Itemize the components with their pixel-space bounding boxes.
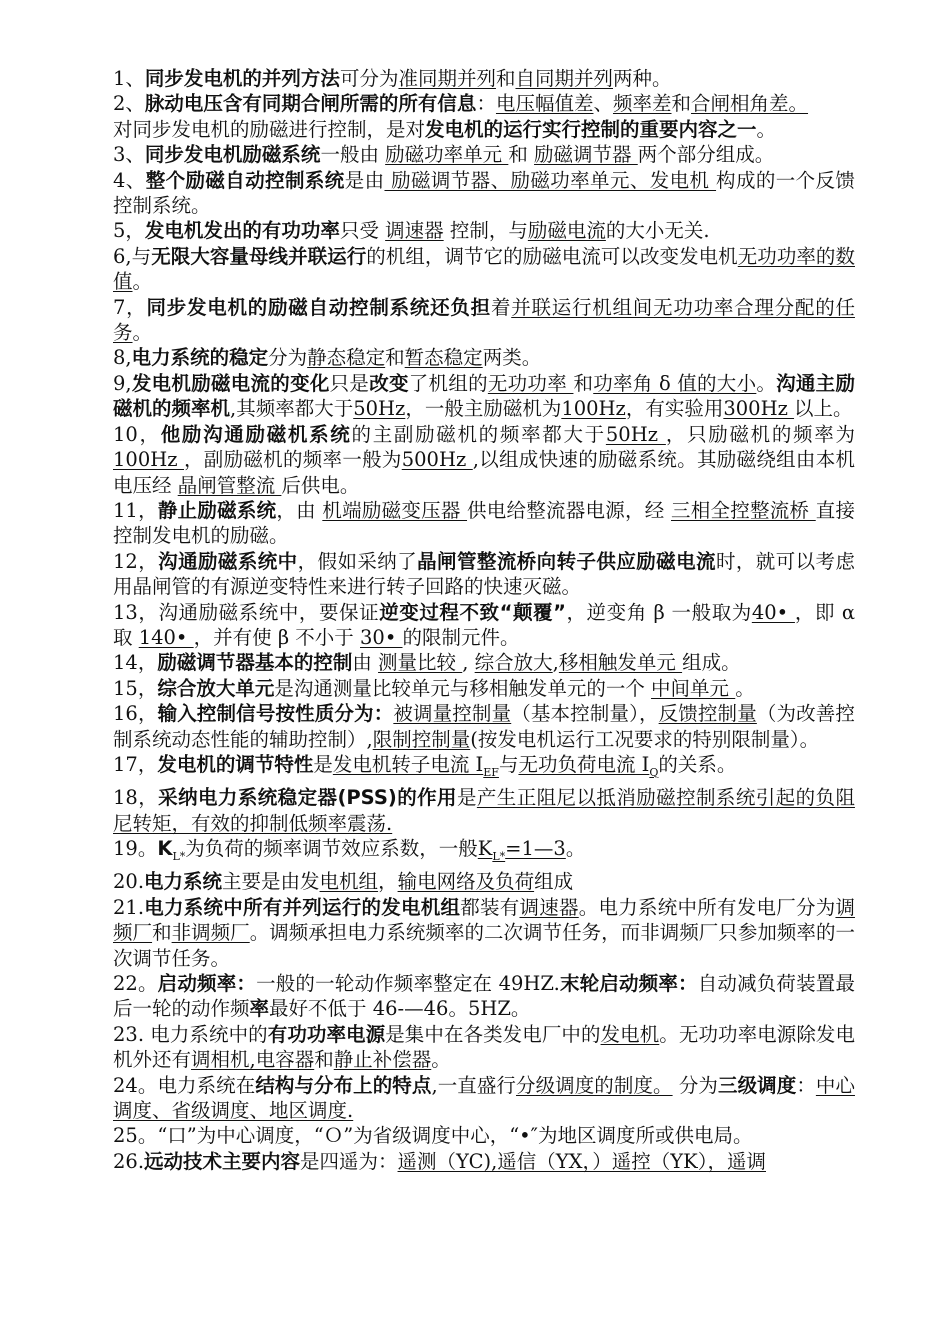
bold-term: 脉动电压含有同期合闸所需的所有信息 [144, 92, 477, 116]
bold-term: 综合放大单元 [157, 676, 275, 700]
underlined-answer: 功率角 δ 值的大小 [593, 371, 757, 395]
text-run: 25。“口”为中心调度，“Ｏ”为省级调度中心，“•″为地区调度所或供电局。 [113, 1124, 753, 1148]
text-run: 16， [113, 702, 158, 726]
underlined-answer: 100Hz [561, 397, 626, 421]
underlined-answer: 50Hz [353, 397, 406, 421]
underlined-answer: 被调量控制量 [393, 702, 512, 726]
text-run: 和 [508, 143, 535, 167]
bold-term: 远动技术主要内容 [144, 1149, 301, 1173]
text-run: 两类。 [482, 346, 542, 370]
text-run: 19。 [113, 837, 158, 861]
text-run: 时，就可以考虑用晶闸管的有源逆变特性来进行转子回路的快速灭磁。 [113, 549, 855, 599]
text-run: 和 [573, 371, 594, 395]
text-run: 10， [113, 422, 161, 446]
underlined-subscript: EF [483, 765, 499, 779]
text-run: , [462, 651, 475, 675]
bold-term: 逆变过程不致“颠覆” [379, 600, 566, 624]
bold-term: 率 [249, 997, 270, 1021]
paragraph-6 [113, 218, 855, 243]
paragraph-4 [113, 142, 855, 167]
underlined-answer: 励磁调节器、励磁功率单元、发电机 [384, 168, 717, 192]
underlined-answer: 并联运行机组间无功功率合理分配的任务 [113, 295, 855, 345]
text-run: 直接控制发电机的励磁。 [113, 498, 855, 548]
text-run: 了机组的 [408, 371, 488, 395]
paragraph-17 [113, 701, 855, 752]
underlined-answer: 调速器 [385, 219, 444, 243]
text-run: ， [378, 870, 398, 894]
paragraph-2 [113, 91, 855, 116]
text-run: ,以组成快速的励磁系统。其励磁绕组由本机电压经 [113, 448, 855, 497]
underlined-answer: 励磁电流 [527, 219, 606, 243]
underlined-answer: 发电机 [600, 1022, 660, 1046]
underlined-answer: 非调频厂 [171, 921, 250, 945]
bold-term: 输入控制信号按性质分为： [157, 702, 394, 726]
paragraph-20 [113, 836, 855, 869]
text-run: 9, [113, 371, 132, 395]
underlined-answer: 100Hz [113, 448, 184, 472]
text-run: 是 [313, 752, 333, 776]
bold-term: K [157, 837, 173, 861]
bold-term: 改变 [369, 371, 409, 395]
bold-term: 电力系统的稳定 [131, 346, 269, 370]
underlined-answer: 晶闸管整流 [177, 473, 282, 497]
text-run: 2、 [113, 92, 145, 116]
bold-term: 有功功率电源 [267, 1022, 386, 1046]
text-run: 和 [671, 92, 692, 116]
text-run: 。 [756, 371, 777, 395]
text-run: 两种。 [613, 67, 672, 90]
paragraph-3 [113, 117, 855, 142]
underlined-answer: 移相触发单元 [558, 651, 683, 675]
underlined-answer: 综合放大 [474, 651, 553, 675]
text-run: 、 [593, 92, 613, 116]
underlined-answer: 合闸相角差。 [691, 92, 809, 116]
text-run: ，逆变角 β 一般取为 [565, 600, 752, 624]
paragraph-16 [113, 676, 855, 701]
text-run: 是沟通测量比较单元与移相触发单元的一个 [274, 676, 652, 700]
text-run: 。电力系统中所有发电厂分为 [578, 895, 836, 919]
text-run: 由 [352, 651, 379, 675]
paragraph-19 [113, 785, 855, 836]
text-run: 一般的一轮动作频率整定在 49HZ. [256, 972, 560, 995]
bold-term: 启动频率： [157, 972, 257, 995]
underlined-answer: 调速器 [519, 895, 579, 919]
text-run: 7， [113, 295, 147, 319]
text-run: 一般由 [320, 143, 386, 167]
underlined-answer: 准同期并列 [398, 67, 496, 90]
text-run: 23. 电力系统中的 [113, 1022, 268, 1046]
text-run: 自动减负荷装置最后一轮的动作频 [113, 972, 855, 1021]
text-run: ,其频率都大于 [230, 397, 354, 421]
underlined-answer: 分级调度的制度。 [516, 1073, 673, 1097]
text-run: 和 [314, 1048, 334, 1072]
text-run: ，只励磁机的频率为 [665, 422, 855, 446]
paragraph-22 [113, 895, 855, 971]
text-run: ： [796, 1073, 816, 1097]
text-run: 分为 [268, 346, 308, 370]
text-run: 和 [152, 921, 172, 945]
bold-term: 静止励磁系统 [157, 498, 277, 522]
text-run: 供电给整流器电源，经 [467, 498, 672, 522]
text-run: 26. [113, 1149, 145, 1173]
underlined-answer: 无功功率的数值 [113, 244, 855, 294]
text-run: 的限制元件。 [402, 625, 520, 649]
text-run: 11， [113, 498, 158, 522]
text-run: 主要是由发 [222, 870, 320, 894]
underlined-answer: 50Hz [605, 422, 666, 446]
paragraph-9 [113, 345, 855, 370]
bold-term: 沟通主励磁机的频率机 [113, 371, 855, 421]
text-run: （基本控制量）， [511, 702, 659, 726]
underlined-answer: 自同期并列 [515, 67, 613, 90]
underlined-answer: 反馈控制量 [658, 702, 757, 726]
underlined-answer: 500Hz [401, 448, 473, 472]
underlined-subscript: Q [649, 765, 659, 779]
underlined-answer: 电压幅值差 [495, 92, 594, 116]
underlined-answer: 30• [360, 625, 403, 649]
text-run: 22。 [113, 972, 158, 995]
underlined-answer: 调频厂 [113, 895, 855, 945]
text-run: 13，沟通励磁系统中，要保证 [113, 600, 380, 624]
text-run: 。 [756, 117, 777, 141]
bold-term: 整个励磁自动控制系统 [145, 168, 345, 192]
text-run: 。 [735, 676, 755, 700]
text-run: ，一般主励磁机为 [405, 397, 562, 421]
bold-term: 同步发电机的励磁自动控制系统还负担 [146, 295, 491, 319]
paragraph-27 [113, 1149, 855, 1174]
subscript: L* [172, 849, 186, 863]
paragraph-13 [113, 549, 855, 600]
text-run: 控制，与 [443, 219, 528, 243]
text-run: (按发电机运行工况要求的特别限制量）。 [470, 727, 820, 751]
underlined-answer: 遥测（YC),遥信（YX，）遥控（YK），遥调 [397, 1149, 766, 1173]
text-run: 18， [113, 786, 159, 810]
text-run: 可分为 [339, 67, 399, 90]
text-run: 14， [113, 651, 158, 675]
underlined-answer: =1—3 [505, 837, 566, 861]
underlined-answer: 中心调度、省级调度、地区调度. [113, 1073, 855, 1123]
text-run: ，即 α 取 [113, 600, 855, 649]
text-run: 是 [456, 786, 477, 810]
text-run: ，由 [276, 498, 323, 522]
text-run: 15， [113, 676, 158, 700]
text-run: 两个部分组成。 [637, 143, 775, 167]
bold-term: 电力系统中所有并列运行的发电机组 [144, 895, 461, 919]
underlined-answer: 励磁调节器 [534, 143, 638, 167]
bold-term: 三级调度 [718, 1073, 797, 1097]
text-run: 的关系。 [658, 752, 737, 776]
text-run: 只是 [329, 371, 370, 395]
paragraph-5 [113, 168, 855, 219]
text-run: 和 [495, 67, 516, 90]
text-run: 对同步发电机的励磁进行控制，是对 [113, 117, 426, 141]
bold-term: 晶闸管整流桥向转子供应励磁电流 [417, 549, 716, 573]
underlined-answer: 三相全控整流桥 [671, 498, 816, 522]
bold-term: 同步发电机的并列方法 [144, 67, 340, 90]
underlined-answer: K [477, 837, 493, 861]
underlined-answer: 暂态稳定 [404, 346, 483, 370]
text-run: 。 [431, 1048, 451, 1072]
bold-term: 沟通励磁系统中 [158, 549, 298, 573]
text-run: 6,与 [113, 244, 152, 268]
underlined-answer: 电机组 [319, 870, 379, 894]
paragraph-14 [113, 600, 855, 651]
text-run: 最好不低于 46-—46。5HZ。 [269, 997, 531, 1021]
text-run: 是由 [344, 168, 385, 192]
text-run: 。 [132, 321, 153, 345]
underlined-answer: 调相机,电容器 [191, 1048, 315, 1072]
bold-term: 末轮启动频率： [559, 972, 698, 995]
text-run: 构成的一个反馈控制系统。 [113, 168, 855, 218]
text-run: 4、 [113, 168, 146, 192]
underlined-answer: 300Hz [723, 397, 795, 421]
text-run: 12， [113, 549, 159, 573]
bold-term: 结构与分布上的特点 [255, 1073, 432, 1097]
text-run: 。 [565, 837, 586, 861]
text-run: 1、 [113, 67, 145, 90]
bold-term: 无限大容量母线并联运行 [151, 244, 367, 268]
bold-term: 发电机发出的有功功率 [144, 219, 340, 243]
text-run: 5， [113, 219, 145, 243]
underlined-answer: 中间单元 [651, 676, 736, 700]
text-run: 是集中在各类发电厂中的 [385, 1022, 601, 1046]
underlined-answer: 产生正阻尼以抵消励磁控制系统引起的负阻尼转矩，有效的抑制低频率震荡. [113, 786, 855, 835]
paragraph-10 [113, 371, 855, 422]
text-run: ，有实验用 [625, 397, 724, 421]
underlined-answer: 静态稳定 [307, 346, 386, 370]
text-run: 。调频承担电力系统频率的二次调节任务，而非调频厂只参加频率的一次调节任务。 [113, 921, 855, 970]
underlined-answer: 励磁功率单元 [385, 143, 509, 167]
text-run: 17， [113, 752, 158, 776]
paragraph-23 [113, 971, 855, 1022]
bold-term: 发电机励磁电流的变化 [131, 371, 330, 395]
text-run: 。 [132, 270, 153, 294]
text-run: 为负荷的频率调节效应系数，一般 [185, 837, 478, 861]
text-run: 都装有 [460, 895, 520, 919]
underlined-answer: 机端励磁变压器 [322, 498, 468, 522]
text-run: 以上。 [794, 397, 853, 421]
document-body [113, 66, 855, 1174]
text-run: ,一直盛行 [431, 1073, 517, 1097]
paragraph-24 [113, 1022, 855, 1073]
text-run: 24。电力系统在 [113, 1073, 256, 1097]
bold-term: 发电机的运行实行控制的重要内容之一 [425, 117, 757, 141]
text-run: 的主副励磁机的频率都大于 [351, 422, 606, 446]
paragraph-25 [113, 1073, 855, 1124]
text-run: 8, [113, 346, 132, 370]
paragraph-1 [113, 66, 855, 91]
text-run: , [552, 651, 559, 675]
paragraph-7 [113, 244, 855, 295]
paragraph-8 [113, 295, 855, 346]
underlined-answer: 发电机转子电流 I [332, 752, 484, 776]
underlined-answer: 无功负荷电流 I [518, 752, 650, 776]
text-run: ，假如采纳了 [297, 549, 418, 573]
underlined-answer: 静止补偿器 [333, 1048, 432, 1072]
underlined-answer: 限制控制量 [372, 727, 471, 751]
text-run: 只受 [339, 219, 386, 243]
text-run: 分为 [672, 1073, 719, 1097]
bold-term: 同步发电机励磁系统 [144, 143, 321, 167]
text-run: 与 [498, 752, 519, 776]
text-run: ： [476, 92, 496, 116]
text-run: 组成。 [682, 651, 741, 675]
bold-term: 发电机的调节特性 [157, 752, 314, 776]
underlined-subscript: L* [492, 849, 506, 863]
paragraph-12 [113, 498, 855, 549]
text-run: 3、 [113, 143, 145, 167]
underlined-answer: 测量比较 [378, 651, 463, 675]
bold-term: 电力系统 [144, 870, 223, 894]
underlined-answer: 40• [751, 600, 795, 624]
bold-term: 励磁调节器基本的控制 [157, 651, 353, 675]
text-run: （为改善控制系统动态性能的辅助控制）, [113, 702, 855, 751]
underlined-answer: 频率差 [612, 92, 672, 116]
text-run: ，并有使 β 不小于 [193, 625, 360, 649]
text-run: 21. [113, 895, 145, 919]
text-run: 后供电。 [281, 473, 360, 497]
bold-term: 他励沟通励磁机系统 [160, 422, 352, 446]
paragraph-18 [113, 752, 855, 785]
text-run: 20. [113, 870, 145, 894]
text-run: 。无功功率电源除发电机外还有 [113, 1022, 855, 1072]
paragraph-21 [113, 869, 855, 894]
text-run: 是四遥为： [300, 1149, 398, 1173]
text-run: ，副励磁机的频率一般为 [184, 448, 402, 472]
paragraph-11 [113, 422, 855, 498]
paragraph-26 [113, 1123, 855, 1148]
paragraph-15 [113, 650, 855, 675]
text-run: 组成 [534, 870, 574, 894]
underlined-answer: 140• [138, 625, 194, 649]
text-run: 的机组，调节它的励磁电流可以改变发电机 [366, 244, 738, 268]
underlined-answer: 输电网络及负荷 [397, 870, 535, 894]
text-run: 着 [490, 295, 512, 319]
underlined-answer: 无功功率 [487, 371, 574, 395]
text-run: 的大小无关. [605, 219, 710, 243]
bold-term: 采纳电力系统稳定器(PSS)的作用 [158, 786, 457, 810]
text-run: 和 [385, 346, 405, 370]
